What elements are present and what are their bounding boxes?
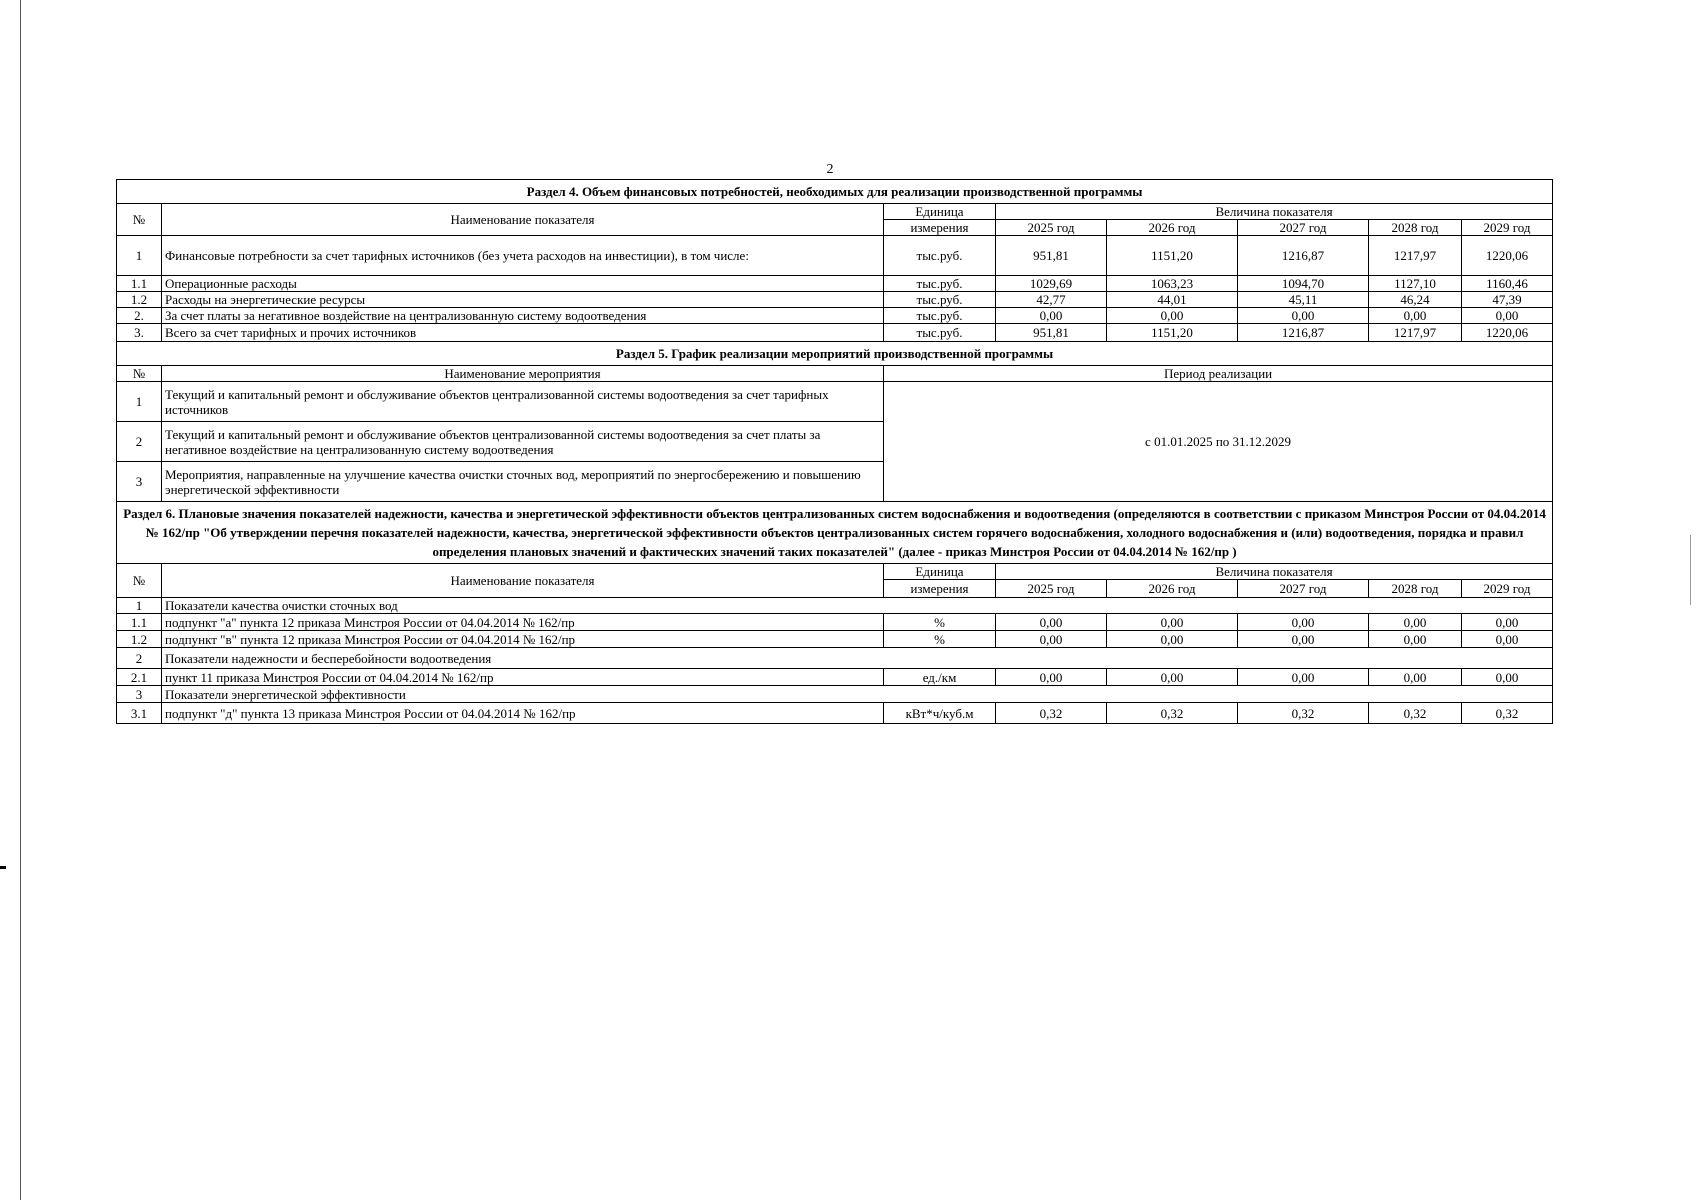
- row-value: 42,77: [996, 292, 1107, 308]
- row-value: 951,81: [996, 324, 1107, 342]
- row-no: 2: [117, 422, 162, 462]
- section6-header-row: [117, 564, 1553, 580]
- col-no-header: №: [117, 564, 162, 598]
- table-row: [117, 236, 1553, 276]
- table-row: [117, 276, 1553, 292]
- row-no: 1.2: [117, 292, 162, 308]
- row-value: 44,01: [1107, 292, 1238, 308]
- row-value: 0,00: [1107, 631, 1238, 648]
- row-name: Мероприятия, направленные на улучшение качества очистки сточных вод, мероприятий по энергосбережению и повышению энергетической эффективности: [162, 462, 884, 502]
- row-no: 3.: [117, 324, 162, 342]
- table-row: [117, 631, 1553, 648]
- row-no: 3: [117, 462, 162, 502]
- row-value: 1160,46: [1462, 276, 1553, 292]
- row-value: 1217,97: [1369, 236, 1462, 276]
- table-row: [117, 324, 1553, 342]
- row-value: 0,00: [1462, 308, 1553, 324]
- scan-edge-mark: [1690, 535, 1691, 605]
- row-unit: тыс.руб.: [884, 276, 996, 292]
- row-no: 1: [117, 236, 162, 276]
- row-value: 0,00: [1107, 308, 1238, 324]
- row-value: 1217,97: [1369, 324, 1462, 342]
- table-row: [117, 292, 1553, 308]
- row-value: 0,00: [996, 308, 1107, 324]
- col-period-header: Период реализации: [884, 366, 1553, 382]
- group-row: [117, 648, 1553, 669]
- row-no: 2.: [117, 308, 162, 324]
- row-unit: кВт*ч/куб.м: [884, 703, 996, 724]
- row-no: 1.2: [117, 631, 162, 648]
- row-value: 1094,70: [1238, 276, 1369, 292]
- row-value: 0,00: [1462, 631, 1553, 648]
- row-value: 1220,06: [1462, 324, 1553, 342]
- year-header: 2027 год: [1238, 220, 1369, 236]
- col-name-header: Наименование показателя: [162, 204, 884, 236]
- section6-title: Раздел 6. Плановые значения показателей надежности, качества и энергетической эффективности объектов централизованных систем водоснабжения и водоотведения (определяются в соответствии с приказом Минстроя России от 04.04.2014 № 162/пр "Об утверждении перечня показателей надежности, качества, энергетической эффективности объектов централизованных систем горячего водоснабжения, холодного водоснабжения и (или) водоотведения, порядка и правил определения плановых значений и фактических значений таких показателей" (далее - приказ Минстроя России от 04.04.2014 № 162/пр ): [117, 502, 1553, 564]
- row-unit: тыс.руб.: [884, 324, 996, 342]
- row-value: 0,32: [1238, 703, 1369, 724]
- year-header: 2025 год: [996, 580, 1107, 598]
- group-name: Показатели надежности и бесперебойности водоотведения: [162, 648, 1553, 669]
- row-value: 0,00: [1238, 614, 1369, 631]
- row-no: 3: [117, 686, 162, 703]
- row-value: 1063,23: [1107, 276, 1238, 292]
- row-value: 0,00: [996, 614, 1107, 631]
- row-no: 3.1: [117, 703, 162, 724]
- row-value: 46,24: [1369, 292, 1462, 308]
- row-value: 0,00: [1238, 669, 1369, 686]
- row-value: 0,00: [1462, 669, 1553, 686]
- year-header: 2026 год: [1107, 580, 1238, 598]
- row-name: подпункт "д" пункта 13 приказа Минстроя России от 04.04.2014 № 162/пр: [162, 703, 884, 724]
- row-value: 1216,87: [1238, 324, 1369, 342]
- row-unit: тыс.руб.: [884, 308, 996, 324]
- row-value: 1216,87: [1238, 236, 1369, 276]
- col-no-header: №: [117, 204, 162, 236]
- row-name: Расходы на энергетические ресурсы: [162, 292, 884, 308]
- document-table: [116, 179, 1553, 724]
- row-name: Текущий и капитальный ремонт и обслуживание объектов централизованной системы водоотведения за счет тарифных источников: [162, 382, 884, 422]
- row-unit: тыс.руб.: [884, 236, 996, 276]
- row-value: 0,32: [1462, 703, 1553, 724]
- table-row: [117, 308, 1553, 324]
- section4-title-row: [117, 180, 1553, 204]
- section5-title: Раздел 5. График реализации мероприятий производственной программы: [117, 342, 1553, 366]
- row-value: 951,81: [996, 236, 1107, 276]
- year-header: 2028 год: [1369, 580, 1462, 598]
- col-value-header: Величина показателя: [996, 204, 1553, 220]
- row-name: Финансовые потребности за счет тарифных источников (без учета расходов на инвестиции), в том числе:: [162, 236, 884, 276]
- col-value-header: Величина показателя: [996, 564, 1553, 580]
- row-value: 0,32: [1107, 703, 1238, 724]
- row-name: Операционные расходы: [162, 276, 884, 292]
- row-value: 1127,10: [1369, 276, 1462, 292]
- row-no: 2.1: [117, 669, 162, 686]
- col-unit-header-2: измерения: [884, 580, 996, 598]
- row-no: 2: [117, 648, 162, 669]
- year-header: 2026 год: [1107, 220, 1238, 236]
- section4-title: Раздел 4. Объем финансовых потребностей, необходимых для реализации производственной программы: [117, 180, 1553, 204]
- year-header: 2029 год: [1462, 580, 1553, 598]
- row-no: 1.1: [117, 614, 162, 631]
- row-name: пункт 11 приказа Минстроя России от 04.04.2014 № 162/пр: [162, 669, 884, 686]
- table-row: [117, 614, 1553, 631]
- row-value: 1151,20: [1107, 324, 1238, 342]
- row-value: 0,00: [1238, 308, 1369, 324]
- row-unit: %: [884, 631, 996, 648]
- col-unit-header: Единица: [884, 204, 996, 220]
- row-no: 1: [117, 382, 162, 422]
- row-value: 1029,69: [996, 276, 1107, 292]
- row-unit: ед./км: [884, 669, 996, 686]
- section4-header-row: [117, 204, 1553, 220]
- row-unit: %: [884, 614, 996, 631]
- table-row: [117, 703, 1553, 724]
- row-value: 0,32: [996, 703, 1107, 724]
- section5-title-row: [117, 342, 1553, 366]
- row-value: 0,00: [1369, 669, 1462, 686]
- group-row: [117, 598, 1553, 614]
- row-value: 0,00: [996, 669, 1107, 686]
- row-value: 0,00: [1238, 631, 1369, 648]
- col-unit-header-2: измерения: [884, 220, 996, 236]
- row-name: За счет платы за негативное воздействие на централизованную систему водоотведения: [162, 308, 884, 324]
- table-row: [117, 669, 1553, 686]
- scan-margin-line: [20, 0, 21, 1200]
- row-no: 1.1: [117, 276, 162, 292]
- row-value: 0,32: [1369, 703, 1462, 724]
- row-unit: тыс.руб.: [884, 292, 996, 308]
- row-name: Текущий и капитальный ремонт и обслуживание объектов централизованной системы водоотведения за счет платы за негативное воздействие на централизованную систему водоотведения: [162, 422, 884, 462]
- col-name-header: Наименование показателя: [162, 564, 884, 598]
- row-name: подпункт "а" пункта 12 приказа Минстроя России от 04.04.2014 № 162/пр: [162, 614, 884, 631]
- row-name: подпункт "в" пункта 12 приказа Минстроя России от 04.04.2014 № 162/пр: [162, 631, 884, 648]
- table-row: [117, 382, 1553, 422]
- row-value: 0,00: [1107, 614, 1238, 631]
- row-value: 0,00: [1462, 614, 1553, 631]
- group-name: Показатели качества очистки сточных вод: [162, 598, 1553, 614]
- section6-title-row: [117, 502, 1553, 564]
- row-value: 1151,20: [1107, 236, 1238, 276]
- section5-header-row: [117, 366, 1553, 382]
- scan-margin-mark: [0, 866, 6, 869]
- page-number: 2: [826, 162, 834, 177]
- row-value: 0,00: [1107, 669, 1238, 686]
- row-no: 1: [117, 598, 162, 614]
- period-value: с 01.01.2025 по 31.12.2029: [884, 382, 1553, 502]
- year-header: 2029 год: [1462, 220, 1553, 236]
- year-header: 2028 год: [1369, 220, 1462, 236]
- col-unit-header: Единица: [884, 564, 996, 580]
- row-value: 47,39: [1462, 292, 1553, 308]
- row-value: 0,00: [1369, 631, 1462, 648]
- year-header: 2027 год: [1238, 580, 1369, 598]
- col-no-header: №: [117, 366, 162, 382]
- row-name: Всего за счет тарифных и прочих источников: [162, 324, 884, 342]
- year-header: 2025 год: [996, 220, 1107, 236]
- col-activity-header: Наименование мероприятия: [162, 366, 884, 382]
- group-name: Показатели энергетической эффективности: [162, 686, 1553, 703]
- row-value: 0,00: [996, 631, 1107, 648]
- row-value: 45,11: [1238, 292, 1369, 308]
- row-value: 0,00: [1369, 614, 1462, 631]
- row-value: 1220,06: [1462, 236, 1553, 276]
- row-value: 0,00: [1369, 308, 1462, 324]
- group-row: [117, 686, 1553, 703]
